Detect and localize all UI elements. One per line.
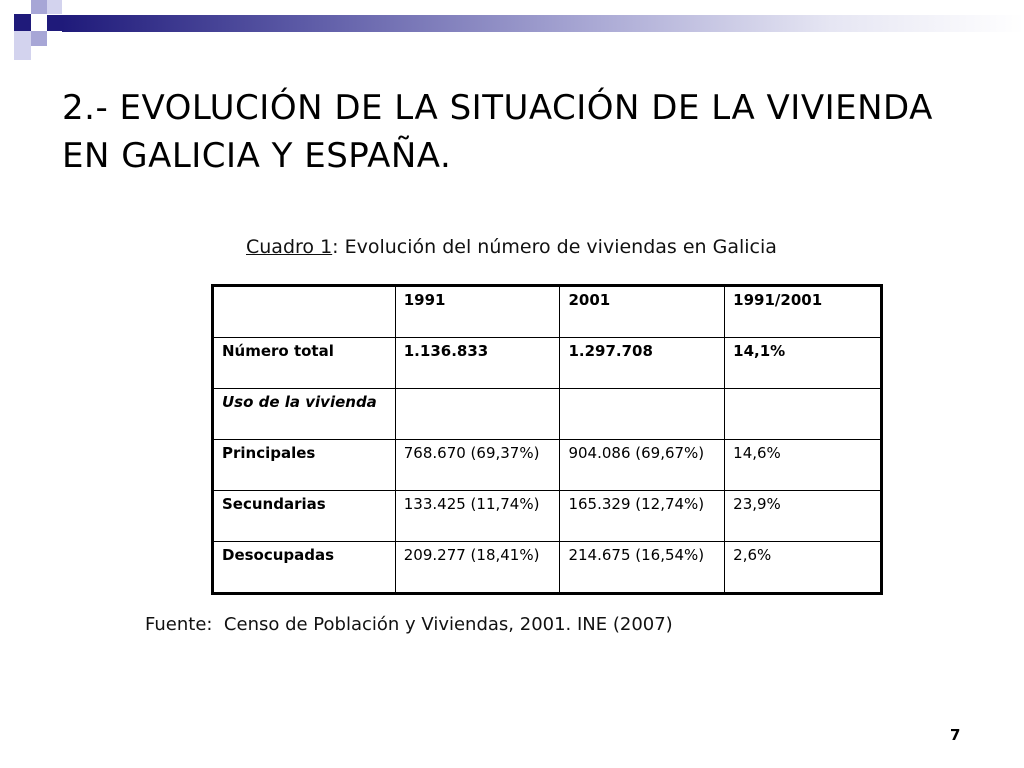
table-caption-text: : Evolución del número de viviendas en Galicia [332,236,777,258]
row-label: Número total [213,338,396,389]
row-label: Secundarias [213,491,396,542]
page-number: 7 [950,726,961,744]
header-cell: 2001 [560,286,725,338]
table-cell [560,389,725,440]
table-row [213,389,882,440]
source-text: Censo de Población y Viviendas, 2001. INE (2007) [223,614,673,635]
header-gradient-band [62,15,1024,32]
table-cell: 904.086 (69,67%) [560,440,725,491]
corner-square [31,31,47,46]
housing-table [211,284,883,595]
row-label: Uso de la vivienda [213,389,396,440]
table-caption-label: Cuadro 1 [246,236,333,258]
slide-title-line-2: EN GALICIA Y ESPAÑA. [62,136,452,176]
table-cell: 165.329 (12,74%) [560,491,725,542]
table-row [213,542,882,594]
table-row [213,491,882,542]
corner-square [47,0,62,14]
table-cell: 23,9% [725,491,882,542]
table-cell [395,389,560,440]
slide-title [62,84,962,180]
table-header-row [213,286,882,338]
corner-square [14,14,31,31]
corner-square [14,46,31,60]
table-cell: 14,6% [725,440,882,491]
table-cell: 1.297.708 [560,338,725,389]
header-cell: 1991 [395,286,560,338]
table-cell: 2,6% [725,542,882,594]
table-row [213,440,882,491]
table-cell: 1.136.833 [395,338,560,389]
table-cell: 214.675 (16,54%) [560,542,725,594]
table-cell: 209.277 (18,41%) [395,542,560,594]
corner-square [47,15,62,31]
table-cell: 133.425 (11,74%) [395,491,560,542]
table-cell [725,389,882,440]
row-label: Desocupadas [213,542,396,594]
table-row [213,338,882,389]
slide-title-line-1: 2.- EVOLUCIÓN DE LA SITUACIÓN DE LA VIVIENDA [62,88,933,128]
table-caption [246,236,777,258]
source-note [145,614,673,635]
table-cell: 768.670 (69,37%) [395,440,560,491]
corner-square [31,0,47,14]
header-cell: 1991/2001 [725,286,882,338]
corner-square [14,31,31,46]
row-label: Principales [213,440,396,491]
source-label: Fuente: [145,614,213,635]
header-cell [213,286,396,338]
table-cell: 14,1% [725,338,882,389]
